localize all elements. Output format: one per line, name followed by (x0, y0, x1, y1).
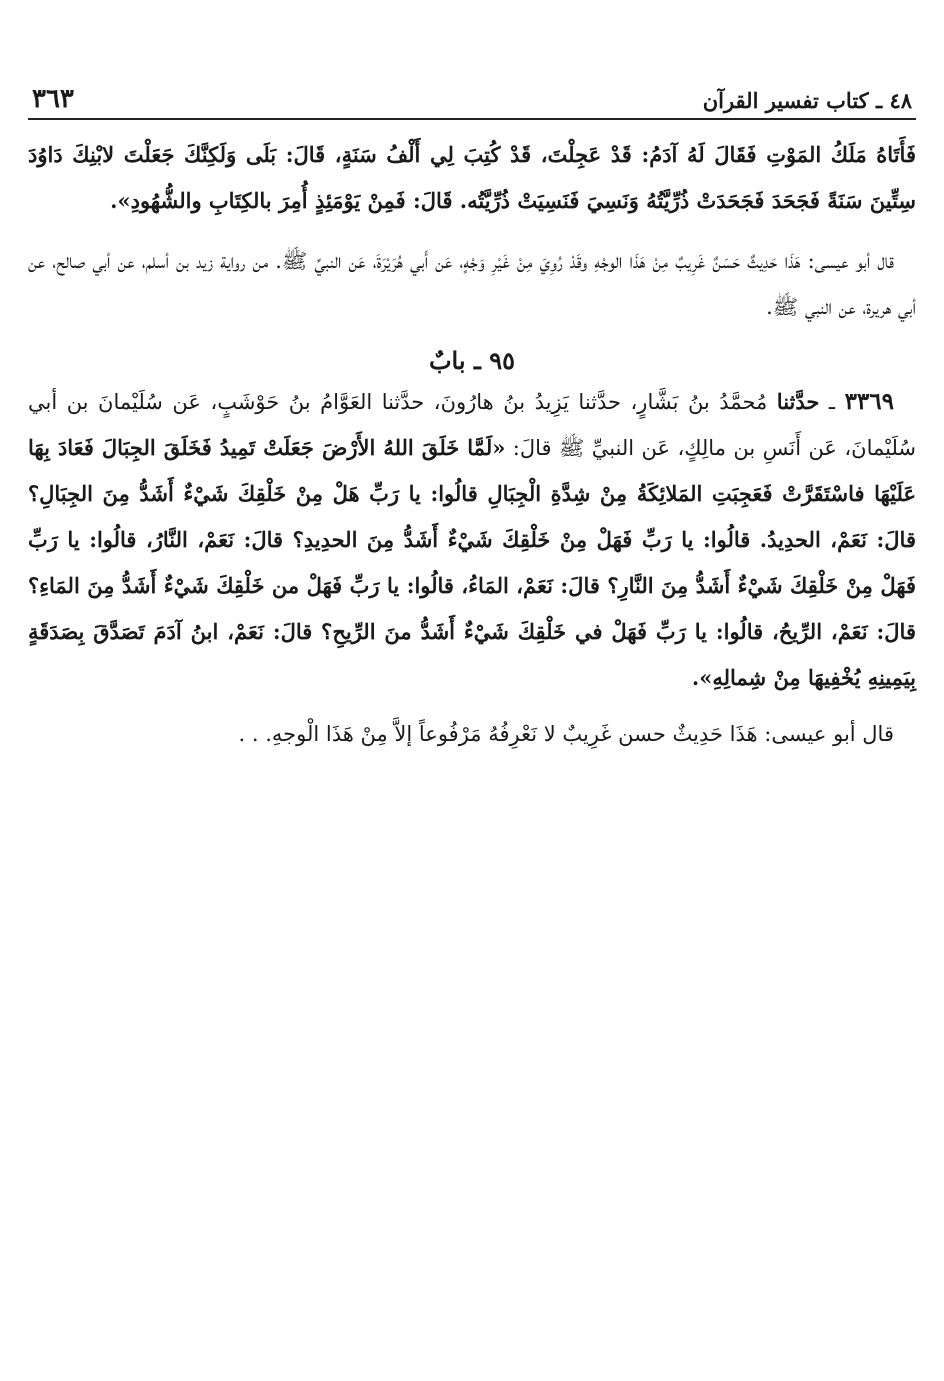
hadith-matn: «لَمَّا خَلَقَ اللهُ الأَرْضَ جَعَلَتْ تَمِيدُ فَخَلَقَ الجِبَالَ فَعَادَ بِهَا عَلَيْهَا فاسْتَقَرَّتْ فَعَجِبَتِ المَلائِكَةُ مِنْ شِدَّةِ الْجِبَالِ قالُوا: يا رَبِّ هَلْ مِنْ خَلْقِكَ شَيْءٌ أَشَدُّ مِنَ الجِبَالِ؟ قالَ: نَعَمْ، الحدِيدُ. قالُوا: يا رَبِّ فَهَلْ مِنْ خَلْقِكَ شَيْءٌ أَشَدُّ مِنَ الحدِيدِ؟ قالَ: نَعَمْ، النَّارُ، قالُوا: يا رَبِّ فَهَلْ مِنْ خَلْقِكَ شَيْءٌ أَشَدُّ مِنَ النَّارِ؟ قالَ: نَعَمْ، المَاءُ، قالُوا: يا رَبِّ فَهَلْ من خَلْقِكَ شَيْءٌ أَشَدُّ مِنَ المَاءِ؟ قالَ: نَعَمْ، الرِّيحُ، قالُوا: يا رَبِّ فَهَلْ في خَلْقِكَ شَيْءٌ أَشَدُّ منَ الرِّيحِ؟ قالَ: نَعَمْ، ابنُ آدَمَ تَصَدَّقَ بِصَدَقَةٍ بِيَمِينِهِ يُخْفِيهَا مِنْ شِمالِهِ». (28, 435, 916, 690)
running-header (28, 78, 916, 120)
hadith-paragraph: ٣٣٦٩ ـ حدَّثنا مُحمَّدُ بنُ بَشَّارٍ، حدَّثنا يَزِيدُ بنُ هارُونَ، حدَّثنا العَوَّامُ بنُ حَوْشَبٍ، عَن سُلَيْمانَ بن أبي سُلَيْمانَ، عَن أَنَسِ بن مالِكٍ، عَن النبيِّ ﷺ قالَ: «لَمَّا خَلَقَ اللهُ الأَرْضَ جَعَلَتْ تَمِيدُ فَخَلَقَ الجِبَالَ فَعَادَ بِهَا عَلَيْهَا فاسْتَقَرَّتْ فَعَجِبَتِ المَلائِكَةُ مِنْ شِدَّةِ الْجِبَالِ قالُوا: يا رَبِّ هَلْ مِنْ خَلْقِكَ شَيْءٌ أَشَدُّ مِنَ الجِبَالِ؟ قالَ: نَعَمْ، الحدِيدُ. قالُوا: يا رَبِّ فَهَلْ مِنْ خَلْقِكَ شَيْءٌ أَشَدُّ مِنَ الحدِيدِ؟ قالَ: نَعَمْ، النَّارُ، قالُوا: يا رَبِّ فَهَلْ مِنْ خَلْقِكَ شَيْءٌ أَشَدُّ مِنَ النَّارِ؟ قالَ: نَعَمْ، المَاءُ، قالُوا: يا رَبِّ فَهَلْ من خَلْقِكَ شَيْءٌ أَشَدُّ مِنَ المَاءِ؟ قالَ: نَعَمْ، الرِّيحُ، قالُوا: يا رَبِّ فَهَلْ في خَلْقِكَ شَيْءٌ أَشَدُّ منَ الرِّيحِ؟ قالَ: نَعَمْ، ابنُ آدَمَ تَصَدَّقَ بِصَدَقَةٍ بِيَمِينِهِ يُخْفِيهَا مِنْ شِمالِهِ». (28, 388, 916, 690)
hadith-number: ٣٣٦٩ (844, 388, 894, 415)
chapter-heading: ٩٥ ـ بابٌ (428, 346, 516, 375)
hadith-isnad: مُحمَّدُ بنُ بَشَّارٍ، حدَّثنا يَزِيدُ بنُ هارُونَ، حدَّثنا العَوَّامُ بنُ حَوْشَبٍ، عَن سُلَيْمانَ بن أبي سُلَيْمانَ، عَن أَنَسِ بن مالِكٍ، عَن النبيِّ ﷺ قالَ: (28, 390, 916, 460)
narration-lead: حدَّثنا (776, 389, 820, 414)
abu-isa-commentary: قال أبو عيسى: هَذَا حَدِيثٌ حَسَنٌ غَرِيبٌ مِنْ هَذَا الوجْهِ وقَدْ رُوِيَ مِنْ غَيْرِ وَجْهٍ، عَن أَبي هُرَيْرَةَ، عَن النبيِّ ﷺ. من رواية زيد بن أسلم، عن أبي صالح، عن أبي هريرة، عن النبي ﷺ. (28, 249, 916, 319)
running-title: ٤٨ ـ كتاب تفسير القرآن (702, 88, 912, 113)
continuation-paragraph: فَأَتَاهُ مَلَكُ المَوْتِ فَقَالَ لَهُ آدَمُ: قَدْ عَجِلْتَ، قَدْ كُتِبَ لِي أَلْفُ سَنَةٍ، قَالَ: بَلَى وَلَكِنَّكَ جَعَلْتَ لابْنِكَ دَاوُدَ سِتِّينَ سَنَةً فَجَحَدَ فَجَحَدَتْ ذُرِّيَّتُهُ وَنَسِيَ فَنَسِيَتْ ذُرِّيَّتُه. قَالَ: فَمِنْ يَوْمَئِذٍ أُمِرَ بالكِتَابِ والشُّهُودِ». (28, 142, 916, 213)
page-number: ٣٦٣ (32, 84, 74, 114)
closing-commentary: قال أبو عيسى: هَذَا حَدِيثٌ حسن غَرِيبٌ لا نَعْرِفُهُ مَرْفُوعاً إلاَّ مِنْ هَذَا الْوجهِ. . . (238, 722, 894, 746)
book-page (28, 78, 916, 757)
